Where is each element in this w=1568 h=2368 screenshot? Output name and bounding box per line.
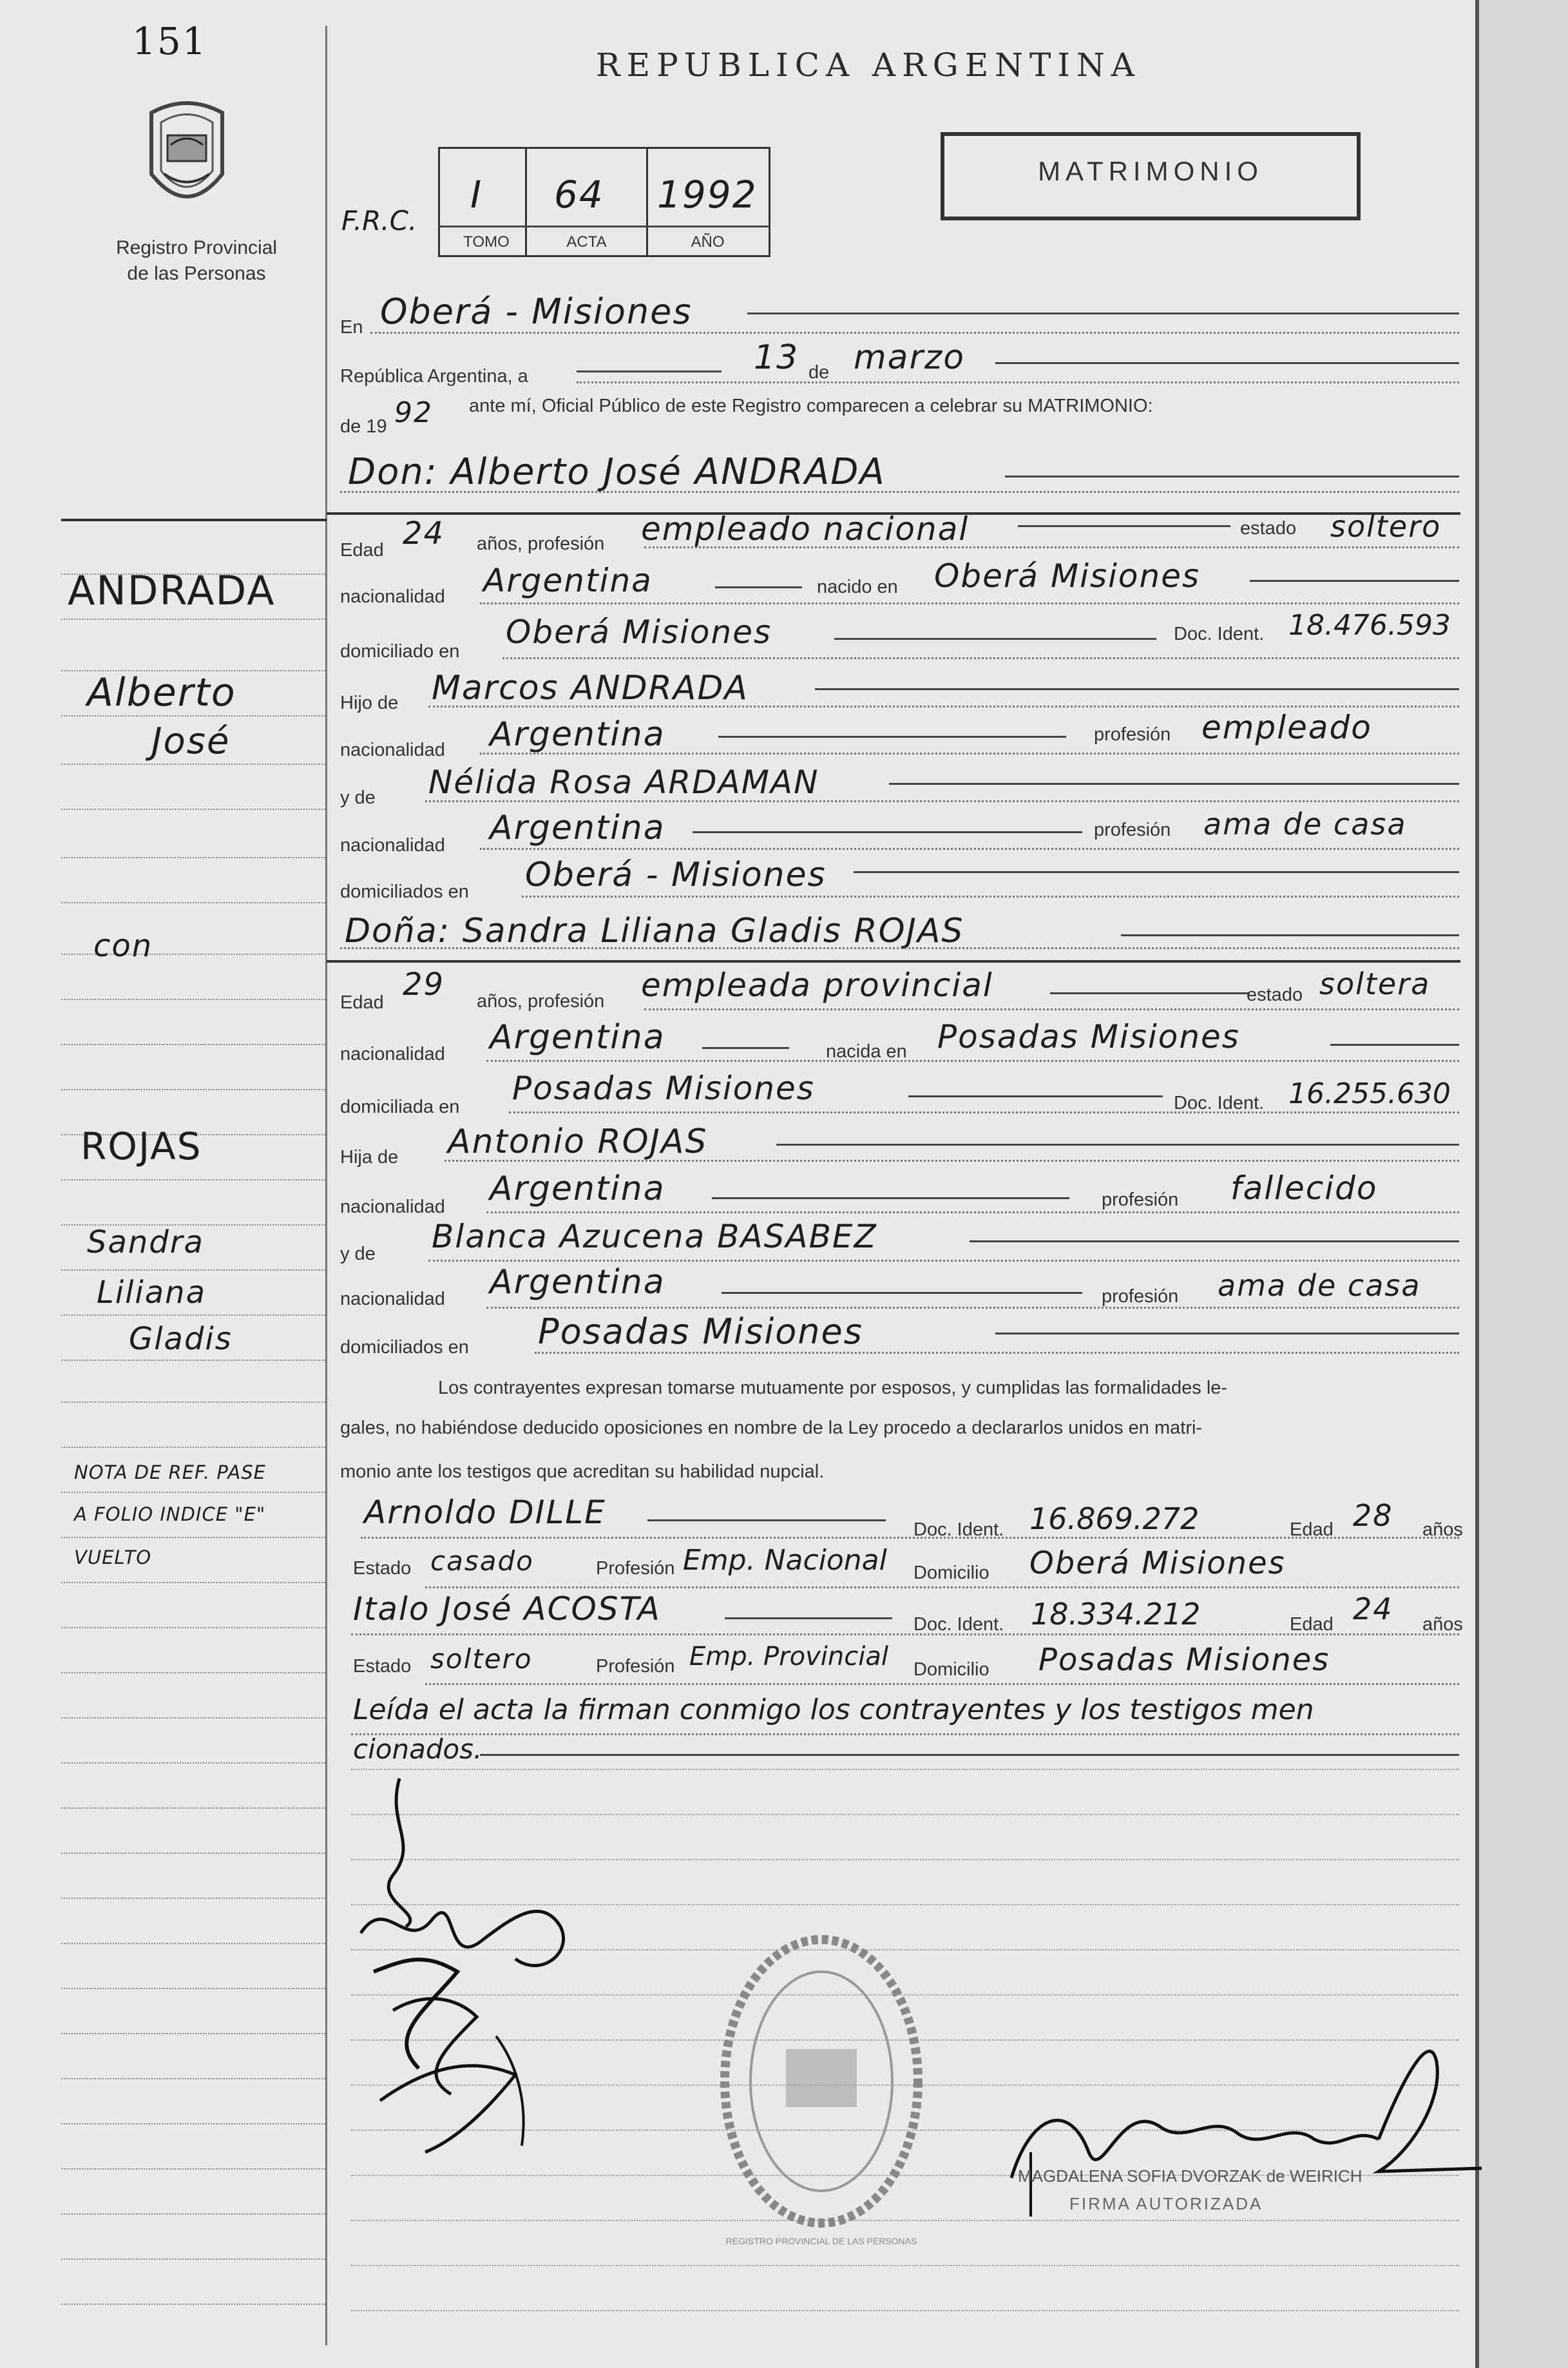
bride-domicilio: Posadas Misiones	[512, 1070, 815, 1107]
margin-connector: con	[93, 928, 153, 964]
bride-mother-nac-label: nacionalidad	[340, 1289, 445, 1309]
frc-label: F.R.C.	[341, 205, 417, 236]
groom-profesion: empleado nacional	[641, 510, 970, 548]
bride-estado: soltera	[1319, 967, 1431, 1001]
bride-nacionalidad-label: nacionalidad	[340, 1044, 445, 1064]
registry-name-line1: Registro Provincial	[115, 237, 278, 258]
declaration-line2: gales, no habiéndose deducido oposiciones en nombre de la Ley procedo a declararlos unidos en matri-	[340, 1418, 1203, 1438]
witness1-doc-label: Doc. Ident.	[913, 1519, 1004, 1540]
year-suffix: 92	[394, 396, 433, 429]
bride-anos-profesion-label: años, profesión	[477, 991, 605, 1012]
witness1-name: Arnoldo DILLE	[364, 1494, 606, 1531]
witness2-edad-label: Edad	[1290, 1614, 1334, 1635]
bride-doc: 16.255.630	[1288, 1077, 1451, 1110]
groom-estado-label: estado	[1240, 518, 1297, 539]
officer-title: FIRMA AUTORIZADA	[1069, 2194, 1263, 2213]
margin-bride-given-2: Liliana	[97, 1275, 206, 1311]
witness1-edad: 28	[1353, 1498, 1393, 1533]
groom-parents-dom: Oberá - Misiones	[525, 856, 827, 894]
witness1-profesion-label: Profesión	[596, 1558, 675, 1579]
bride-father-prof-label: profesión	[1102, 1189, 1179, 1210]
closing-line1: Leída el acta la firman conmigo los contrayentes y los testigos men	[353, 1693, 1314, 1726]
witness2-domicilio-label: Domicilio	[913, 1659, 990, 1680]
place-value: Oberá - Misiones	[380, 291, 693, 332]
official-seal-icon	[718, 1933, 924, 2229]
groom-edad: 24	[403, 515, 445, 552]
witness1-edad-label: Edad	[1290, 1519, 1334, 1540]
bride-doc-label: Doc. Ident.	[1174, 1093, 1265, 1113]
seal-text: REGISTRO PROVINCIAL DE LAS PERSONAS	[725, 2236, 917, 2246]
margin-groom-surname: ANDRADA	[68, 567, 276, 614]
margin-bride-surname: ROJAS	[81, 1124, 202, 1168]
witness2-domicilio: Posadas Misiones	[1038, 1642, 1330, 1678]
bride-parents-dom: Posadas Misiones	[538, 1311, 863, 1352]
bride-edad-label: Edad	[340, 992, 384, 1013]
witness2-profesion: Emp. Provincial	[689, 1642, 888, 1671]
acta-label: ACTA	[566, 233, 607, 251]
groom-mother-nac-label: nacionalidad	[340, 835, 445, 856]
tomo-value: I	[470, 173, 483, 217]
groom-y-de-label: y de	[340, 787, 376, 808]
margin-groom-given-1: Alberto	[87, 670, 236, 715]
witness1-domicilio-label: Domicilio	[913, 1563, 990, 1583]
act-type-label: MATRIMONIO	[1038, 156, 1263, 186]
bride-y-de-label: y de	[340, 1244, 376, 1264]
signatures-scribble-icon	[348, 1766, 625, 2165]
groom-father-nac-label: nacionalidad	[340, 740, 445, 760]
margin-separator-top	[61, 519, 327, 521]
ano-label: AÑO	[691, 233, 725, 251]
groom-nacionalidad-label: nacionalidad	[340, 586, 445, 607]
comparecen-text: ante mí, Oficial Público de este Registro comparecen a celebrar su MATRIMONIO:	[469, 396, 1153, 416]
groom-anos-profesion-label: años, profesión	[477, 534, 605, 554]
bride-section-separator	[327, 960, 1460, 963]
witness1-estado-label: Estado	[353, 1558, 412, 1579]
margin-groom-given-2: José	[151, 720, 231, 762]
bride-hija-label: Hija de	[340, 1147, 399, 1168]
bride-profesion: empleada provincial	[641, 967, 993, 1004]
bride-father-nac: Argentina	[490, 1170, 665, 1208]
folio-number: 151	[132, 19, 207, 63]
groom-father-prof-label: profesión	[1094, 724, 1171, 745]
bride-nacida: Posadas Misiones	[937, 1018, 1240, 1055]
groom-father-nac: Argentina	[490, 715, 665, 754]
bride-edad: 29	[403, 967, 445, 1003]
groom-parents-dom-label: domiciliados en	[340, 881, 469, 902]
bride-father-nac-label: nacionalidad	[340, 1197, 445, 1217]
groom-domiciliado-label: domiciliado en	[340, 641, 460, 662]
declaration-line1: Los contrayentes expresan tomarse mutuamente por esposos, y cumplidas las formalidades le-	[438, 1378, 1228, 1398]
margin-note-line1: NOTA DE REF. PASE	[74, 1461, 266, 1483]
column-divider	[325, 26, 327, 2345]
groom-name-line: Don: Alberto José ANDRADA	[348, 451, 886, 493]
groom-doc-label: Doc. Ident.	[1174, 624, 1265, 644]
groom-mother: Nélida Rosa ARDAMAN	[428, 764, 819, 801]
acta-value: 64	[554, 173, 604, 217]
groom-nacido: Oberá Misiones	[934, 557, 1201, 595]
witness2-doc-label: Doc. Ident.	[913, 1614, 1004, 1635]
bride-domiciliada-label: domiciliada en	[340, 1097, 460, 1117]
tomo-label: TOMO	[463, 233, 510, 251]
witness1-doc: 16.869.272	[1029, 1501, 1200, 1536]
witness1-profesion: Emp. Nacional	[683, 1544, 887, 1577]
groom-doc: 18.476.593	[1288, 609, 1451, 642]
bride-parents-dom-label: domiciliados en	[340, 1337, 469, 1358]
bride-name-line: Doña: Sandra Liliana Gladis ROJAS	[345, 912, 964, 950]
groom-nacido-label: nacido en	[817, 577, 898, 597]
groom-domicilio: Oberá Misiones	[506, 613, 772, 651]
de-label: de	[808, 362, 830, 383]
bride-mother: Blanca Azucena BASABEZ	[432, 1218, 877, 1255]
bride-mother-nac: Argentina	[490, 1263, 665, 1302]
groom-edad-label: Edad	[340, 540, 384, 561]
groom-estado: soltero	[1330, 509, 1442, 544]
groom-mother-prof-label: profesión	[1094, 820, 1171, 840]
groom-mother-prof: ama de casa	[1203, 807, 1407, 842]
witness2-estado-label: Estado	[353, 1656, 412, 1677]
registry-name-line2: de las Personas	[127, 263, 266, 284]
en-label: En	[340, 317, 363, 338]
declaration-line3: monio ante los testigos que acreditan su habilidad nupcial.	[340, 1461, 825, 1482]
day-value: 13	[754, 338, 799, 377]
province-emblem-icon	[139, 97, 235, 219]
witness2-profesion-label: Profesión	[596, 1656, 675, 1677]
bride-mother-prof-label: profesión	[1102, 1286, 1179, 1307]
margin-note-line2: A FOLIO INDICE "E"	[74, 1503, 266, 1525]
witness2-edad: 24	[1353, 1592, 1393, 1626]
page-edge	[1475, 0, 1479, 2368]
country-title: REPUBLICA ARGENTINA	[596, 46, 1141, 84]
margin-bride-given-1: Sandra	[87, 1224, 204, 1260]
groom-hijo-label: Hijo de	[340, 693, 399, 713]
witness1-domicilio: Oberá Misiones	[1029, 1545, 1286, 1581]
groom-mother-nac: Argentina	[490, 809, 665, 847]
republica-label: República Argentina, a	[340, 366, 528, 387]
officer-signature-icon	[992, 2023, 1482, 2217]
year-prefix: de 19	[340, 416, 387, 437]
witness2-estado: soltero	[430, 1643, 533, 1675]
closing-line2: cionados.	[353, 1733, 483, 1765]
month-value: marzo	[854, 338, 966, 377]
witness2-name: Italo José ACOSTA	[353, 1590, 661, 1628]
margin-note-line3: VUELTO	[74, 1546, 152, 1568]
witness1-estado: casado	[430, 1545, 534, 1577]
bride-estado-label: estado	[1247, 985, 1303, 1005]
ano-value: 1992	[657, 173, 758, 217]
bride-mother-prof: ama de casa	[1218, 1268, 1421, 1303]
table-label-rule	[438, 226, 770, 227]
witness2-anos-label: años	[1422, 1614, 1463, 1635]
witness2-doc: 18.334.212	[1031, 1597, 1201, 1632]
witness1-anos-label: años	[1422, 1519, 1463, 1540]
bride-father-prof: fallecido	[1230, 1170, 1378, 1207]
bride-father: Antonio ROJAS	[448, 1122, 708, 1161]
groom-father-prof: empleado	[1201, 709, 1372, 746]
bride-nacionalidad: Argentina	[490, 1018, 665, 1057]
groom-father: Marcos ANDRADA	[432, 669, 749, 708]
officer-name: MAGDALENA SOFIA DVORZAK de WEIRICH	[1018, 2166, 1362, 2186]
margin-bride-given-3: Gladis	[129, 1321, 233, 1357]
groom-nacionalidad: Argentina	[483, 562, 653, 599]
bride-nacida-label: nacida en	[826, 1041, 907, 1062]
